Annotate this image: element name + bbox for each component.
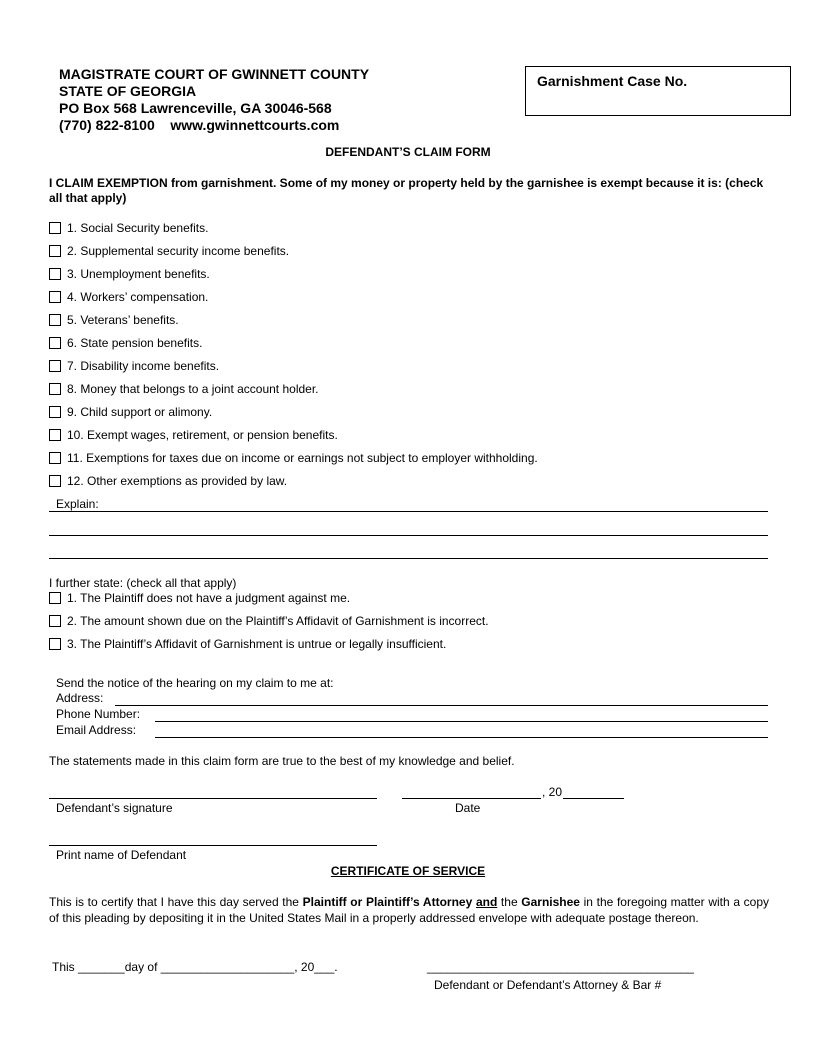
exemption-item bbox=[49, 474, 287, 488]
served-party-2: Garnishee bbox=[521, 895, 580, 909]
exemption-label: 10. Exempt wages, retirement, or pension benefits. bbox=[67, 428, 338, 442]
checkbox[interactable] bbox=[49, 383, 61, 395]
further-item bbox=[49, 637, 446, 651]
court-name: MAGISTRATE COURT OF GWINNETT COUNTY bbox=[59, 66, 370, 82]
further-item bbox=[49, 614, 489, 628]
checkbox[interactable] bbox=[49, 638, 61, 650]
exemption-label: 9. Child support or alimony. bbox=[67, 405, 213, 419]
court-header bbox=[59, 66, 369, 134]
further-item-label: 1. The Plaintiff does not have a judgment against me. bbox=[67, 591, 351, 605]
court-address: PO Box 568 Lawrenceville, GA 30046-568 bbox=[59, 100, 332, 116]
explain-label: Explain: bbox=[56, 497, 99, 511]
checkbox[interactable] bbox=[49, 592, 61, 604]
notice-intro: Send the notice of the hearing on my claim to me at: bbox=[56, 676, 334, 690]
exemption-item bbox=[49, 290, 208, 304]
exemption-item bbox=[49, 244, 289, 258]
date-field[interactable] bbox=[402, 798, 624, 799]
checkbox[interactable] bbox=[49, 268, 61, 280]
exemption-item bbox=[49, 451, 538, 465]
exemption-item bbox=[49, 267, 210, 281]
exemption-label: 3. Unemployment benefits. bbox=[67, 267, 210, 281]
signature-field[interactable] bbox=[49, 798, 377, 799]
checkbox[interactable] bbox=[49, 615, 61, 627]
checkbox[interactable] bbox=[49, 452, 61, 464]
print-name-label: Print name of Defendant bbox=[56, 848, 187, 862]
signature-label: Defendant’s signature bbox=[56, 801, 173, 815]
exemption-label: 2. Supplemental security income benefits. bbox=[67, 244, 290, 258]
claim-intro: I CLAIM EXEMPTION from garnishment. Some of my money or property held by the garnishee is exempt because it is: (check all that apply) bbox=[49, 176, 764, 205]
checkbox[interactable] bbox=[49, 245, 61, 257]
case-number-label: Garnishment Case No. bbox=[537, 73, 688, 89]
court-state: STATE OF GEORGIA bbox=[59, 83, 197, 99]
exemption-item bbox=[49, 313, 179, 327]
form-title: DEFENDANT’S CLAIM FORM bbox=[325, 145, 491, 159]
exemption-item bbox=[49, 382, 319, 396]
and-text: and bbox=[475, 895, 498, 909]
certificate-text: This is to certify that I have this day served the Plaintiff or Plaintiff’s Attorney and the Garnishee in the foregoing matter with a copy of this pleading by depositing it in the United States Mail in a properly addressed envelope with adequate postage thereon. bbox=[49, 895, 769, 925]
checkbox[interactable] bbox=[49, 475, 61, 487]
exemption-label: 12. Other exemptions as provided by law. bbox=[67, 474, 288, 488]
further-state-label: I further state: (check all that apply) bbox=[49, 576, 237, 590]
exemption-item bbox=[49, 336, 202, 350]
phone-label: Phone Number: bbox=[56, 707, 141, 721]
explain-line-3[interactable] bbox=[49, 558, 768, 559]
exemption-item bbox=[49, 221, 208, 235]
phone-field[interactable] bbox=[155, 721, 768, 722]
exemption-label: 1. Social Security benefits. bbox=[67, 221, 209, 235]
court-phone: (770) 822-8100 bbox=[59, 117, 155, 133]
checkbox[interactable] bbox=[49, 222, 61, 234]
exemption-label: 5. Veterans’ benefits. bbox=[67, 313, 179, 327]
checkbox[interactable] bbox=[49, 406, 61, 418]
checkbox[interactable] bbox=[49, 360, 61, 372]
explain-line-2[interactable] bbox=[49, 535, 768, 536]
exemption-label: 7. Disability income benefits. bbox=[67, 359, 220, 373]
certificate-signature-label: Defendant or Defendant’s Attorney & Bar # bbox=[434, 978, 662, 992]
checkbox[interactable] bbox=[49, 314, 61, 326]
exemption-item bbox=[49, 405, 212, 419]
certificate-date-line[interactable]: This _______day of ____________________, 20___. bbox=[52, 960, 338, 974]
exemption-label: 4. Workers’ compensation. bbox=[67, 290, 209, 304]
certificate-signature-line[interactable]: ________________________________________ bbox=[427, 960, 694, 974]
year-prefix: , 20 bbox=[542, 785, 563, 799]
address-field[interactable] bbox=[115, 705, 768, 706]
address-label: Address: bbox=[56, 691, 104, 705]
exemption-item bbox=[49, 359, 219, 373]
email-label: Email Address: bbox=[56, 723, 137, 737]
checkbox[interactable] bbox=[49, 337, 61, 349]
email-field[interactable] bbox=[155, 737, 768, 738]
date-label: Date bbox=[455, 801, 481, 815]
further-item-label: 2. The amount shown due on the Plaintiff’s Affidavit of Garnishment is incorrect. bbox=[67, 614, 489, 628]
certificate-title: CERTIFICATE OF SERVICE bbox=[330, 864, 486, 878]
further-item bbox=[49, 591, 350, 605]
statement-text: The statements made in this claim form are true to the best of my knowledge and belief. bbox=[49, 754, 515, 768]
print-name-field[interactable] bbox=[49, 845, 377, 846]
served-party-1: Plaintiff or Plaintiff’s Attorney bbox=[302, 895, 473, 909]
exemption-label: 8. Money that belongs to a joint account holder. bbox=[67, 382, 319, 396]
court-contact bbox=[59, 117, 369, 134]
checkbox[interactable] bbox=[49, 291, 61, 303]
exemption-label: 11. Exemptions for taxes due on income or earnings not subject to employer withholding. bbox=[67, 451, 538, 465]
court-website: www.gwinnettcourts.com bbox=[170, 117, 340, 133]
exemption-item bbox=[49, 428, 338, 442]
checkbox[interactable] bbox=[49, 429, 61, 441]
exemption-label: 6. State pension benefits. bbox=[67, 336, 203, 350]
explain-line-1[interactable] bbox=[49, 511, 768, 512]
case-number-box[interactable] bbox=[525, 66, 791, 116]
further-item-label: 3. The Plaintiff’s Affidavit of Garnishment is untrue or legally insufficient. bbox=[67, 637, 447, 651]
